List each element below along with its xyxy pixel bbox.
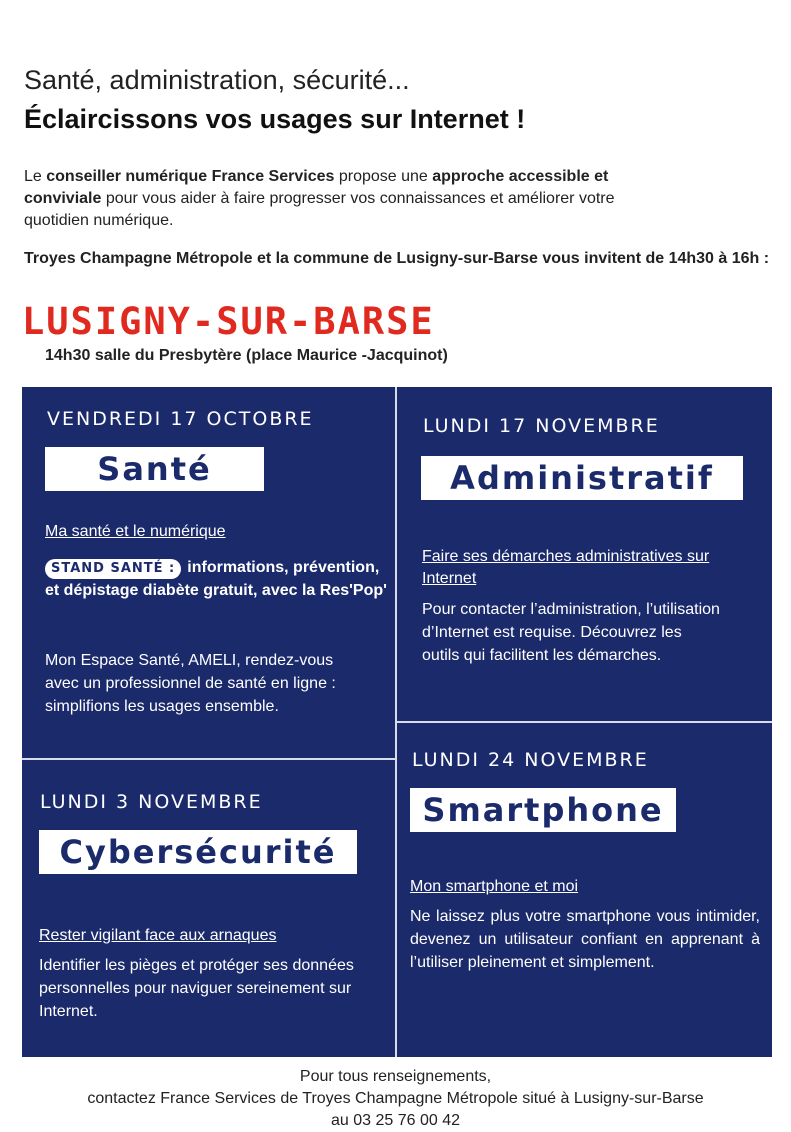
sante-stand (45, 556, 395, 602)
sante-subtitle: Ma santé et le numérique (45, 523, 226, 540)
panel-divider-right (397, 721, 772, 723)
phone-title: Smartphone (410, 788, 676, 832)
sante-text: Mon Espace Santé, AMELI, rendez-vous avec un professionnel de santé en ligne : simplifions les usages ensemble. (45, 652, 336, 715)
intro-approach: approche accessible et conviviale (24, 168, 609, 207)
admin-text: Pour contacter l’administration, l’utilisation d’Internet est requise. Découvrez les outils qui facilitent les démarches. (422, 601, 720, 664)
cyber-text: Identifier les pièges et protéger ses données personnelles pour naviguer sereinement sur Internet. (39, 957, 354, 1020)
footer-phone: au 03 25 76 00 42 (330, 1112, 460, 1129)
sante-title: Santé (45, 447, 264, 491)
intro-text-1: Le (24, 168, 47, 185)
admin-title: Administratif (421, 456, 743, 500)
phone-text: Ne laissez plus votre smartphone vous intimider, devenez un utilisateur confiant en apprenant à l’utiliser pleinement et simplement. (410, 908, 760, 971)
intro-paragraph (24, 166, 664, 232)
sante-stand-text: informations, prévention, et dépistage diabète gratuit, avec la Res'Pop' (45, 559, 387, 599)
venue-address: 14h30 salle du Presbytère (place Maurice -Jacquinot) (45, 347, 448, 364)
headline-main: Éclaircissons vos usages sur Internet ! (24, 104, 526, 134)
sante-date: VENDREDI 17 OCTOBRE (47, 408, 314, 430)
cyber-date: LUNDI 3 NOVEMBRE (40, 791, 263, 813)
intro-text-2: propose une (334, 168, 433, 185)
panel-divider-left (22, 758, 395, 760)
invite-text: Troyes Champagne Métropole et la commune de Lusigny-sur-Barse vous invitent de 14h30 à 16h : (24, 250, 770, 267)
town-name: LUSIGNY-SUR-BARSE (22, 300, 435, 343)
phone-subtitle: Mon smartphone et moi (410, 878, 579, 895)
cyber-subtitle: Rester vigilant face aux arnaques (39, 927, 277, 944)
admin-date: LUNDI 17 NOVEMBRE (423, 415, 660, 437)
stand-sante-badge: STAND SANTÉ : (45, 559, 181, 579)
intro-advisor: conseiller numérique France Services (46, 168, 335, 185)
footer-line-2: contactez France Services de Troyes Champagne Métropole situé à Lusigny-sur-Barse (87, 1090, 704, 1107)
contact-footer (0, 1066, 791, 1132)
admin-subtitle: Faire ses démarches administratives sur Internet (422, 548, 710, 587)
footer-line-1: Pour tous renseignements, (299, 1068, 492, 1085)
intro-text-3: pour vous aider à faire progresser vos connaissances et améliorer votre quotidien numérique. (24, 190, 615, 229)
cyber-title: Cybersécurité (39, 830, 357, 874)
headline-topics: Santé, administration, sécurité... (24, 65, 410, 95)
phone-date: LUNDI 24 NOVEMBRE (412, 749, 649, 771)
